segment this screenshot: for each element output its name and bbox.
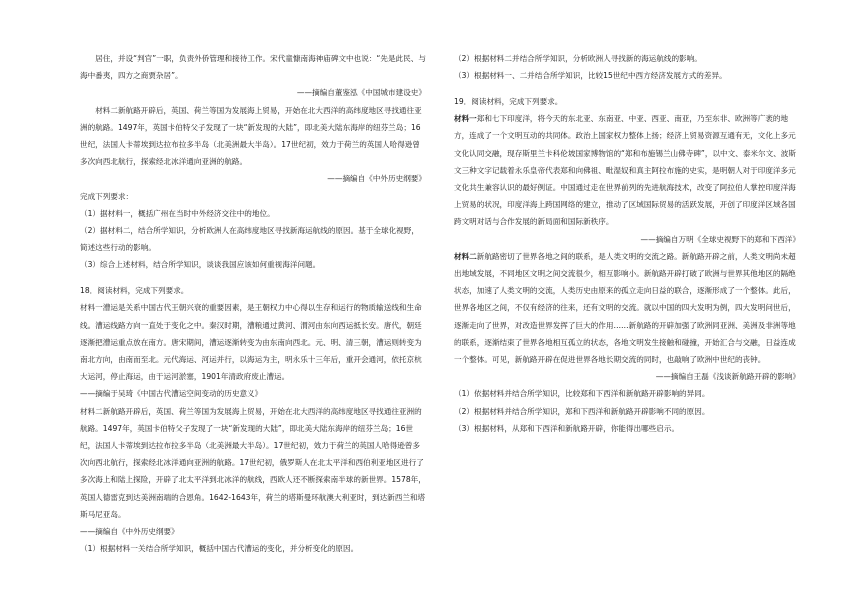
requirements-title: 完成下列要求： <box>80 191 134 201</box>
question-3: （3）综合上述材料，结合所学知识，谈谈我国应该如何重视海洋问题。 <box>80 260 321 270</box>
source-citation: ——摘编于吴琦《中国古代漕运空间变动的历史意义》 <box>80 389 263 399</box>
q19-question-1: （1）依据材料并结合所学知识，比较郑和下西洋和新航路开辟影响的异同。 <box>454 389 710 399</box>
question-19-title: 19．阅读材料，完成下列要求。 <box>454 97 563 106</box>
right-column <box>454 50 800 437</box>
q18-question-2: （2）根据材料二并结合所学知识，分析欧洲人寻找新的海运航线的影响。 <box>454 54 702 63</box>
material-label: 材料二 <box>454 251 477 261</box>
material-text: 郑和七下印度洋，将今天的东北亚、东南亚、中亚、西亚、南亚，乃至东非、欧洲等广袤的地方，连成了一个文明互动的共同体。政治上国家权力整体上扬；经济上贸易资源互通有无，文化上多元文化认同交融，现存斯里兰卡科伦坡国家博物馆的“郑和布施锡兰山佛寺碑”，以中文、泰米尔文、波斯文三种文字记载着永乐皇帝代表郑和向佛祖、毗湿奴和真主阿拉布施的史实，是明朝人对于印度洋多元文化共生兼容认识的最好例证。中国通过走在世界前列的先进航海技术，改变了阿拉伯人掌控印度洋海上贸易的状况，印度洋海上跨国网络的建立，推动了区域国际贸易的活跃发展，开创了印度洋区域各国跨文明对话与合作发展的新局面和国际新秩序。 <box>454 114 796 227</box>
material-two: 材料二新航路开辟后，英国、荷兰等国为发展海上贸易，开始在北大西洋的高纬度地区寻找通往亚洲的航路。1497年，英国卡伯特父子发现了一块“新发现的大陆”，即北美大陆东海岸的纽芬兰岛；16世纪，法国人卡蒂埃到达拉布拉多半岛（北美洲最大半岛）。17世纪初，效力于荷兰的英国人哈得逊曾多次向西北航行，探索经北冰洋通向亚洲的航路。 <box>80 105 422 167</box>
question-2: （2）据材料二，结合所学知识，分析欧洲人在高纬度地区寻找新海运航线的原因。基于全球化视野，简述这些行动的影响。 <box>80 226 419 253</box>
material-one-continuation: 居住，并设“判官”一职，负责外侨管理和接待工作。宋代童慷南海神庙碑文中也说：“先是此民、与海中番夷，四方之商贾杂居”。 <box>80 54 426 81</box>
q19-question-2: （2）根据材料并结合所学知识，郑和下西洋和新航路开辟影响不同的原因。 <box>454 406 710 416</box>
source-citation: ——摘编自董鉴泓《中国城市建设史》 <box>296 88 426 98</box>
material-text: 新航路密切了世界各地之间的联系，是人类文明的交流之路。新航路开辟之前，人类文明尚未超出地域发展，不同地区文明之间交流很少，相互影响小。新航路开辟打破了欧洲与世界其他地区的隔绝状态，加速了人类文明的交流，人类历史由原来的孤立走向日益的联合，逐渐形成了一个整体。此后，世界各地区之间，不仅有经济的往来，还有文明的交流。就以中国的四大发明为例，四大发明问世后，逐渐走向了世界，对改造世界发挥了巨大的作用……新航路的开辟加强了欧洲同亚洲、美洲及非洲等地的联系，逐渐结束了世界各地相互孤立的状态，各地文明发生接触和碰撞，开始汇合与交融，日益连成一个整体。可见，新航路开辟在促进世界各地长期交流的同时，也敲响了欧洲中世纪的丧钟。 <box>454 251 796 365</box>
q18-question-3: （3）根据材料一、二并结合所学知识，比较15世纪中西方经济发展方式的差异。 <box>454 71 727 81</box>
q18-question-1: （1）根据材料一关结合所学知识，概括中国古代漕运的变化，并分析变化的原因。 <box>80 544 359 554</box>
left-column <box>80 50 426 557</box>
source-citation: ——摘编自万明《全球史视野下的郑和下西洋》 <box>640 234 800 244</box>
source-citation: ——摘编自王磊《浅谈新航路开辟的影响》 <box>655 372 800 382</box>
question-18-title: 18．阅读材料，完成下列要求。 <box>80 286 189 296</box>
q19-material-two <box>454 248 800 368</box>
question-1: （1）据材料一，概括广州在当时中外经济交往中的地位。 <box>80 208 275 218</box>
q19-question-3: （3）根据材料，从郑和下西洋和新航路开辟，你能得出哪些启示。 <box>454 423 680 433</box>
source-citation: ——摘编自《中外历史纲要》 <box>80 527 179 537</box>
q18-material-one: 材料一漕运是关系中国古代王朝兴衰的重要因素，是王朝权力中心得以生存和运行的物质输送线和生命线。漕运线路方向一直处于变化之中。秦汉时期，漕粮通过黄河、渭河由东向西运抵长安。唐代，朝廷逐渐把漕运重点放在南方。唐宋期间，漕运逐渐转变为由东南向西北。元、明、清三朝，漕运则转变为南北方向，由南而至北。元代海运、河运并行，以海运为主，明永乐十三年后，重开会通河，依托京杭大运河，停止海运，由于运河淤塞，1901年清政府废止漕运。 <box>80 303 422 382</box>
q18-material-two: 材料二新航路开辟后，英国、荷兰等国为发展海上贸易，开始在北大西洋的高纬度地区寻找通往亚洲的航路。1497年，英国卡伯特父子发现了一块“新发现的大陆”，即北美大陆东海岸的纽芬兰岛；16世纪，法国人卡蒂埃到达拉布拉多半岛（北美洲最大半岛）。17世纪初，效力于荷兰的英国人哈得逊曾多次向西北航行，探索经北冰洋通向亚洲的航路。17世纪初，俄罗斯人在北太平洋和西伯利亚地区进行了多次海上和陆上探险，开辟了北太平洋到北冰洋的航线，西欧人还不断探索南半球的新世界。1578年，英国人德雷克到达美洲南端的合恩角。1642-1643年，荷兰的塔斯曼环航澳大利亚时，到达新西兰和塔斯马尼亚岛。 <box>80 406 426 519</box>
material-label: 材料一 <box>454 114 477 124</box>
source-citation: ——摘编自《中外历史纲要》 <box>327 174 426 184</box>
q19-material-one <box>454 110 800 230</box>
